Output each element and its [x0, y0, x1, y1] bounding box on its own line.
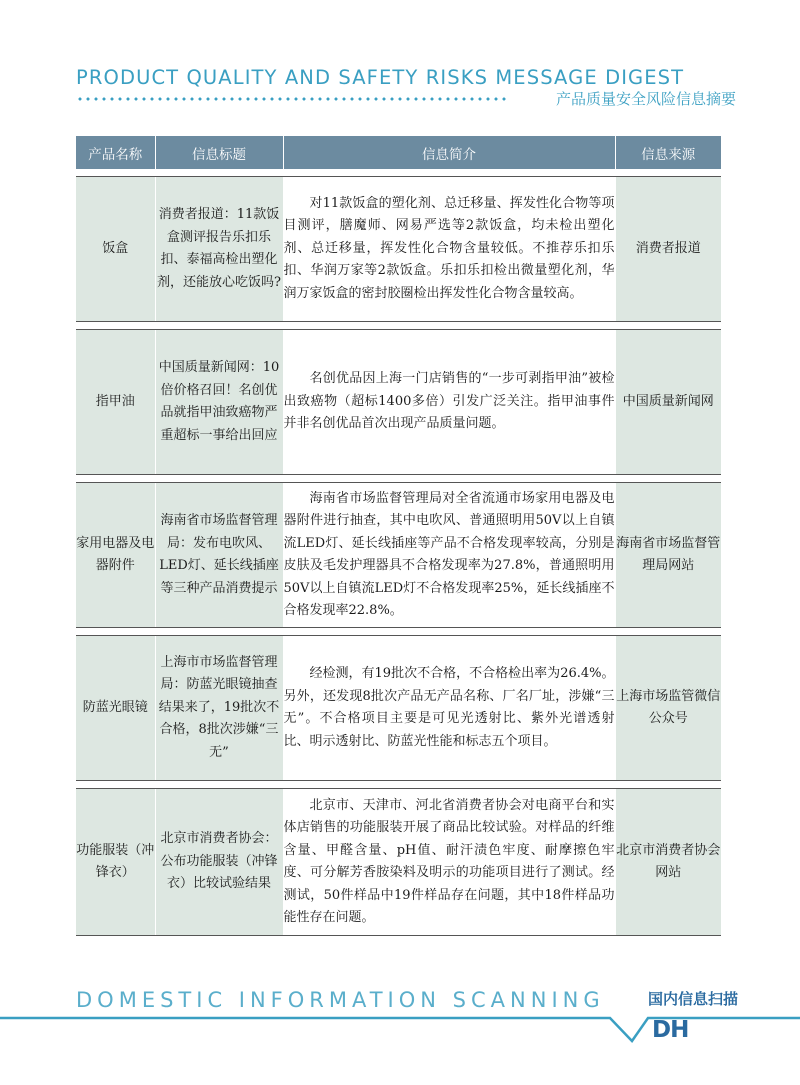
column-header-name: 产品名称	[76, 136, 155, 169]
info-title: 中国质量新闻网：10倍价格召回！名创优品就指甲油致癌物严重超标一事给出回应	[155, 330, 283, 475]
product-name: 功能服装（冲锋衣）	[76, 789, 155, 936]
footer-logo: DH	[652, 1017, 689, 1043]
footer-title-cn: 国内信息扫描	[648, 990, 739, 1008]
info-brief-text: 经检测，有19批次不合格，不合格检出率为26.4%。另外，还发现8批次产品无产品名称、厂名厂址，涉嫌“三无”。不合格项目主要是可见光透射比、紫外光谱透射比、明示透射比、防蓝光性能和标志五个项目。	[283, 666, 615, 749]
info-brief-text: 对11款饭盒的塑化剂、总迁移量、挥发性化合物等项目测评，膳魔师、网易严选等2款饭盒，均未检出塑化剂、总迁移量，挥发性化合物含量较低。不推荐乐扣乐扣、华润万家等2款饭盒。乐扣乐扣检出微量塑化剂，华润万家饭盒的密封胶圈检出挥发性化合物含量较高。	[283, 195, 615, 301]
table-spacer	[76, 169, 721, 177]
table-spacer	[76, 322, 721, 330]
info-brief-text: 名创优品因上海一门店销售的“一步可剥指甲油”被检出致癌物（超标1400多倍）引发广泛关注。指甲油事件并非名创优品首次出现产品质量问题。	[283, 371, 615, 432]
header-title-en: PRODUCT QUALITY AND SAFETY RISKS MESSAGE DIGEST	[76, 66, 685, 89]
column-header-title: 信息标题	[155, 136, 283, 169]
info-title: 上海市市场监督管理局：防蓝光眼镜抽查结果来了，19批次不合格，8批次涉嫌“三无”	[155, 636, 283, 781]
table-spacer	[76, 475, 721, 483]
info-table	[76, 136, 721, 936]
table-row	[76, 177, 721, 322]
table-spacer	[76, 781, 721, 789]
info-title: 北京市消费者协会：公布功能服装（冲锋衣）比较试验结果	[155, 789, 283, 936]
info-brief-text: 北京市、天津市、河北省消费者协会对电商平台和实体店销售的功能服装开展了商品比较试验。对样品的纤维含量、甲醛含量、pH值、耐汗渍色牢度、耐摩擦色牢度、可分解芳香胺染料及明示的功能项目进行了测试。经测试，50件样品中19件样品存在问题，其中18件样品功能性存在问题。	[283, 797, 615, 925]
info-title: 消费者报道：11款饭盒测评报告乐扣乐扣、泰福高检出塑化剂，还能放心吃饭吗?	[155, 177, 283, 322]
table-row	[76, 789, 721, 936]
product-name: 防蓝光眼镜	[76, 636, 155, 781]
info-brief	[283, 789, 615, 936]
table-row	[76, 636, 721, 781]
table-header-row	[76, 136, 721, 169]
product-name: 饭盒	[76, 177, 155, 322]
info-brief	[283, 636, 615, 781]
info-source: 海南省市场监督管理局网站	[615, 483, 721, 628]
column-header-brief: 信息简介	[283, 136, 615, 169]
header-dotted-rule	[76, 97, 506, 101]
info-title: 海南省市场监督管理局：发布电吹风、LED灯、延长线插座等三种产品消费提示	[155, 483, 283, 628]
info-brief	[283, 177, 615, 322]
info-brief	[283, 330, 615, 475]
table-row	[76, 330, 721, 475]
info-source: 消费者报道	[615, 177, 721, 322]
column-header-source: 信息来源	[615, 136, 721, 169]
product-name: 家用电器及电器附件	[76, 483, 155, 628]
info-source: 北京市消费者协会网站	[615, 789, 721, 936]
info-source: 上海市场监管微信公众号	[615, 636, 721, 781]
header-title-cn: 产品质量安全风险信息摘要	[555, 90, 736, 108]
info-source: 中国质量新闻网	[615, 330, 721, 475]
product-name: 指甲油	[76, 330, 155, 475]
table-spacer	[76, 628, 721, 636]
info-brief-text: 海南省市场监督管理局对全省流通市场家用电器及电器附件进行抽查，其中电吹风、普通照明用50V以上自镇流LED灯、延长线插座等产品不合格发现率较高，分别是皮肤及毛发护理器具不合格发现率为27.8%，普通照明用50V以上自镇流LED灯不合格发现率25%，延长线插座不合格发现率22.8%。	[283, 490, 615, 618]
info-brief	[283, 483, 615, 628]
footer-title-en: DOMESTIC INFORMATION SCANNING	[76, 988, 605, 1012]
table-row	[76, 483, 721, 628]
